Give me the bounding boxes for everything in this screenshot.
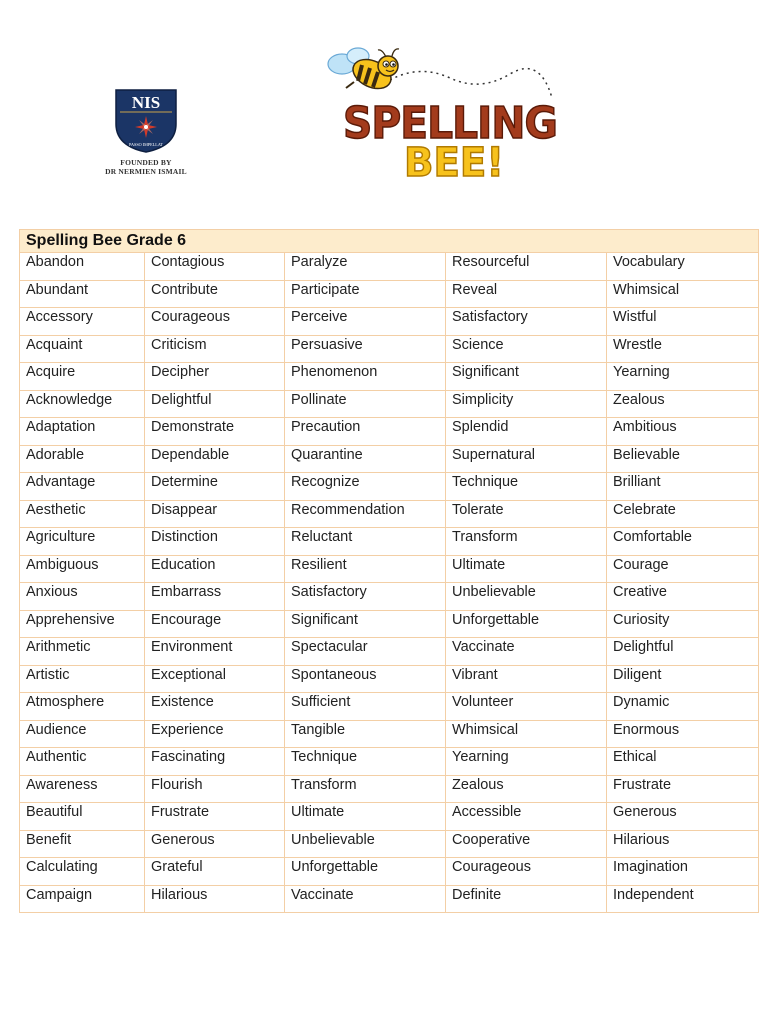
nis-logo xyxy=(96,88,196,176)
table-row xyxy=(20,858,759,886)
word-cell: Technique xyxy=(446,473,607,501)
word-cell: Distinction xyxy=(145,528,285,556)
word-cell: Beautiful xyxy=(20,803,145,831)
word-cell: Simplicity xyxy=(446,390,607,418)
table-row xyxy=(20,528,759,556)
word-cell: Delightful xyxy=(145,390,285,418)
word-cell: Flourish xyxy=(145,775,285,803)
word-cell: Wrestle xyxy=(607,335,759,363)
word-cell: Contagious xyxy=(145,253,285,281)
table-row xyxy=(20,555,759,583)
spelling-word: SPELLING xyxy=(343,98,557,149)
word-cell: Courageous xyxy=(446,858,607,886)
nis-logo-text: NIS xyxy=(131,93,161,112)
word-cell: Hilarious xyxy=(607,830,759,858)
table-row xyxy=(20,610,759,638)
word-cell: Imagination xyxy=(607,858,759,886)
table-row xyxy=(20,363,759,391)
table-row xyxy=(20,253,759,281)
word-cell: Courage xyxy=(607,555,759,583)
table-row xyxy=(20,445,759,473)
word-cell: Criticism xyxy=(145,335,285,363)
word-cell: Embarrass xyxy=(145,583,285,611)
word-cell: Courageous xyxy=(145,308,285,336)
word-cell: Atmosphere xyxy=(20,693,145,721)
word-cell: Unforgettable xyxy=(285,858,446,886)
word-cell: Audience xyxy=(20,720,145,748)
word-cell: Spectacular xyxy=(285,638,446,666)
word-cell: Generous xyxy=(607,803,759,831)
word-cell: Existence xyxy=(145,693,285,721)
word-cell: Cooperative xyxy=(446,830,607,858)
word-cell: Hilarious xyxy=(145,885,285,913)
word-cell: Aesthetic xyxy=(20,500,145,528)
word-cell: Transform xyxy=(446,528,607,556)
nis-caption xyxy=(96,158,196,176)
word-cell: Resourceful xyxy=(446,253,607,281)
word-cell: Calculating xyxy=(20,858,145,886)
word-cell: Technique xyxy=(285,748,446,776)
word-cell: Acknowledge xyxy=(20,390,145,418)
word-cell: Reluctant xyxy=(285,528,446,556)
word-cell: Ambitious xyxy=(607,418,759,446)
word-cell: Participate xyxy=(285,280,446,308)
word-cell: Wistful xyxy=(607,308,759,336)
table-row xyxy=(20,280,759,308)
word-cell: Recommendation xyxy=(285,500,446,528)
word-cell: Vaccinate xyxy=(446,638,607,666)
table-row xyxy=(20,830,759,858)
bee-icon xyxy=(328,48,399,94)
word-rows xyxy=(20,253,759,913)
word-cell: Reveal xyxy=(446,280,607,308)
word-cell: Adorable xyxy=(20,445,145,473)
word-cell: Vocabulary xyxy=(607,253,759,281)
word-cell: Ethical xyxy=(607,748,759,776)
word-cell: Frustrate xyxy=(145,803,285,831)
word-cell: Precaution xyxy=(285,418,446,446)
word-cell: Ultimate xyxy=(446,555,607,583)
table-row xyxy=(20,775,759,803)
word-cell: Grateful xyxy=(145,858,285,886)
word-cell: Arithmetic xyxy=(20,638,145,666)
word-cell: Dependable xyxy=(145,445,285,473)
word-cell: Encourage xyxy=(145,610,285,638)
word-cell: Sufficient xyxy=(285,693,446,721)
word-cell: Unbelievable xyxy=(446,583,607,611)
word-cell: Resilient xyxy=(285,555,446,583)
word-cell: Brilliant xyxy=(607,473,759,501)
word-cell: Yearning xyxy=(446,748,607,776)
word-cell: Ultimate xyxy=(285,803,446,831)
word-cell: Perceive xyxy=(285,308,446,336)
word-cell: Creative xyxy=(607,583,759,611)
word-cell: Quarantine xyxy=(285,445,446,473)
word-cell: Zealous xyxy=(607,390,759,418)
word-cell: Whimsical xyxy=(446,720,607,748)
nis-shield-icon xyxy=(114,88,178,154)
word-cell: Yearning xyxy=(607,363,759,391)
word-cell: Benefit xyxy=(20,830,145,858)
word-cell: Science xyxy=(446,335,607,363)
word-cell: Awareness xyxy=(20,775,145,803)
word-cell: Delightful xyxy=(607,638,759,666)
nis-motto: PASSO IMPELLAT xyxy=(129,142,163,147)
word-cell: Definite xyxy=(446,885,607,913)
table-row xyxy=(20,803,759,831)
word-cell: Paralyze xyxy=(285,253,446,281)
table-row xyxy=(20,693,759,721)
word-cell: Spontaneous xyxy=(285,665,446,693)
word-cell: Significant xyxy=(285,610,446,638)
word-cell: Disappear xyxy=(145,500,285,528)
table-row xyxy=(20,665,759,693)
table-row xyxy=(20,885,759,913)
word-cell: Determine xyxy=(145,473,285,501)
word-cell: Phenomenon xyxy=(285,363,446,391)
word-cell: Volunteer xyxy=(446,693,607,721)
table-row xyxy=(20,500,759,528)
word-cell: Experience xyxy=(145,720,285,748)
word-cell: Agriculture xyxy=(20,528,145,556)
word-cell: Whimsical xyxy=(607,280,759,308)
word-cell: Acquire xyxy=(20,363,145,391)
word-cell: Accessible xyxy=(446,803,607,831)
word-cell: Persuasive xyxy=(285,335,446,363)
table-row xyxy=(20,390,759,418)
word-cell: Diligent xyxy=(607,665,759,693)
word-cell: Comfortable xyxy=(607,528,759,556)
word-cell: Pollinate xyxy=(285,390,446,418)
word-cell: Demonstrate xyxy=(145,418,285,446)
word-cell: Tolerate xyxy=(446,500,607,528)
word-cell: Satisfactory xyxy=(446,308,607,336)
nis-caption-line2: DR NERMIEN ISMAIL xyxy=(105,167,187,176)
word-cell: Dynamic xyxy=(607,693,759,721)
table-row xyxy=(20,308,759,336)
table-title: Spelling Bee Grade 6 xyxy=(20,230,759,253)
word-cell: Authentic xyxy=(20,748,145,776)
word-cell: Significant xyxy=(446,363,607,391)
table-title-row xyxy=(20,230,759,253)
word-cell: Enormous xyxy=(607,720,759,748)
table-row xyxy=(20,720,759,748)
word-cell: Environment xyxy=(145,638,285,666)
word-cell: Campaign xyxy=(20,885,145,913)
word-cell: Education xyxy=(145,555,285,583)
bee-word: BEE! xyxy=(404,140,504,184)
word-cell: Anxious xyxy=(20,583,145,611)
word-cell: Zealous xyxy=(446,775,607,803)
word-cell: Transform xyxy=(285,775,446,803)
word-cell: Abundant xyxy=(20,280,145,308)
document-header xyxy=(0,0,768,220)
nis-caption-line1: FOUNDED BY xyxy=(120,158,172,167)
word-cell: Splendid xyxy=(446,418,607,446)
word-cell: Tangible xyxy=(285,720,446,748)
word-cell: Believable xyxy=(607,445,759,473)
table-row xyxy=(20,418,759,446)
word-cell: Unforgettable xyxy=(446,610,607,638)
word-cell: Exceptional xyxy=(145,665,285,693)
word-cell: Advantage xyxy=(20,473,145,501)
word-cell: Artistic xyxy=(20,665,145,693)
spelling-bee-logo xyxy=(320,44,580,184)
table-row xyxy=(20,748,759,776)
table-row xyxy=(20,473,759,501)
word-cell: Recognize xyxy=(285,473,446,501)
word-cell: Independent xyxy=(607,885,759,913)
word-cell: Celebrate xyxy=(607,500,759,528)
word-cell: Generous xyxy=(145,830,285,858)
word-cell: Adaptation xyxy=(20,418,145,446)
table-row xyxy=(20,335,759,363)
word-cell: Vaccinate xyxy=(285,885,446,913)
word-cell: Fascinating xyxy=(145,748,285,776)
word-cell: Curiosity xyxy=(607,610,759,638)
word-cell: Vibrant xyxy=(446,665,607,693)
word-cell: Contribute xyxy=(145,280,285,308)
word-cell: Ambiguous xyxy=(20,555,145,583)
spelling-word-table xyxy=(19,229,759,913)
word-cell: Satisfactory xyxy=(285,583,446,611)
word-cell: Unbelievable xyxy=(285,830,446,858)
word-cell: Accessory xyxy=(20,308,145,336)
table-row xyxy=(20,638,759,666)
table-row xyxy=(20,583,759,611)
flight-path xyxy=(390,69,552,98)
word-cell: Supernatural xyxy=(446,445,607,473)
word-cell: Abandon xyxy=(20,253,145,281)
word-cell: Acquaint xyxy=(20,335,145,363)
word-cell: Apprehensive xyxy=(20,610,145,638)
word-cell: Decipher xyxy=(145,363,285,391)
word-cell: Frustrate xyxy=(607,775,759,803)
